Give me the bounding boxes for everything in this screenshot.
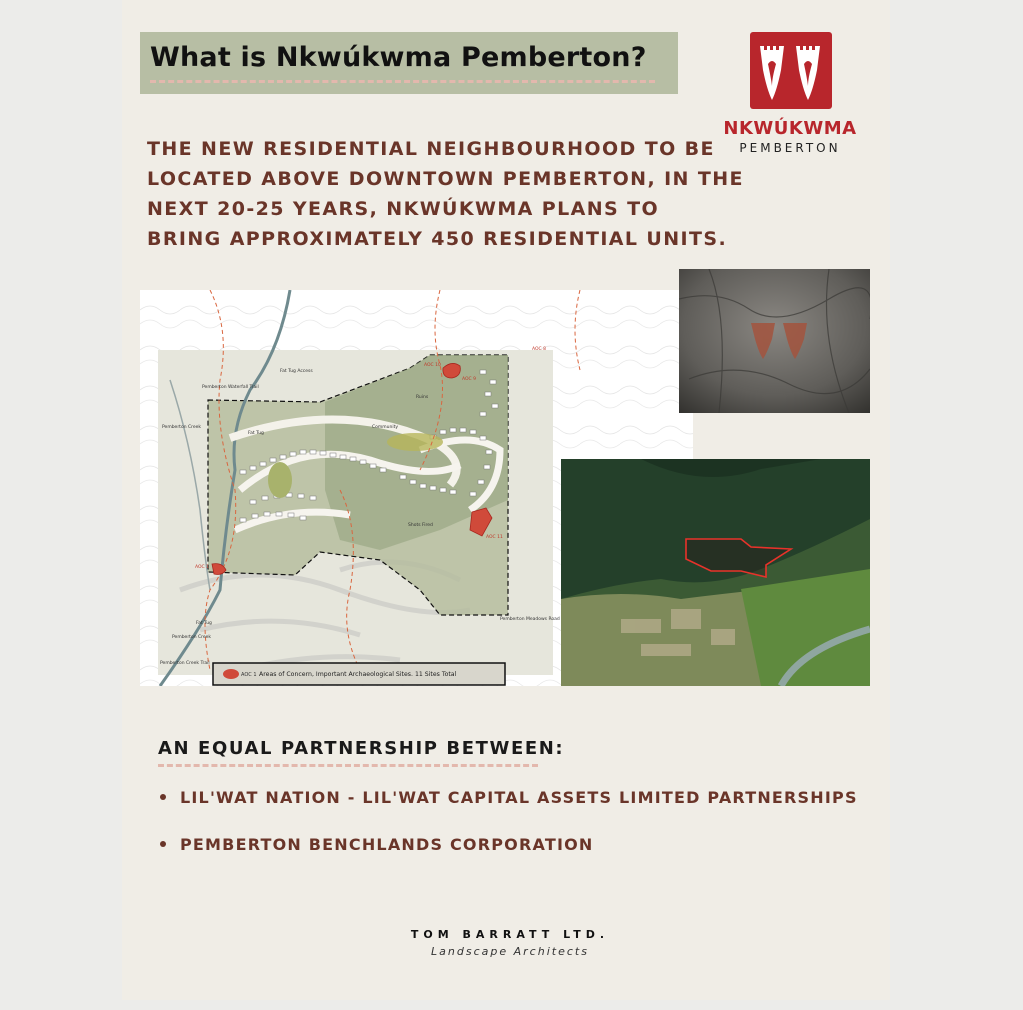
label-ruins: Ruins [416, 395, 429, 400]
logo-footprints-icon [750, 32, 832, 109]
title-banner [140, 32, 678, 94]
label-aoc-8: AOC 8 [532, 347, 546, 352]
firm-name: TOM BARRATT LTD. [410, 928, 610, 941]
label-aoc-11: AOC 11 [486, 535, 503, 540]
label-fat-tug-access: Fat Tug Access [280, 369, 313, 374]
intro-line: LOCATED ABOVE DOWNTOWN PEMBERTON, IN THE [147, 168, 744, 190]
bullet-icon [160, 841, 166, 847]
label-waterfall-trail: Pemberton Waterfall Trail [202, 385, 259, 390]
label-aoc-9: AOC 9 [462, 377, 476, 382]
label-fat-tug: Fat Tug [248, 431, 264, 436]
partnership-heading: AN EQUAL PARTNERSHIP BETWEEN: [158, 738, 565, 759]
logo-subtitle: PEMBERTON [739, 141, 841, 155]
label-community: Community [372, 425, 399, 430]
aerial-photo [561, 459, 870, 686]
label-aoc-1: AOC 1 [195, 565, 209, 570]
partner-name: LIL'WAT NATION - LIL'WAT CAPITAL ASSETS LIMITED PARTNERSHIPS [180, 788, 858, 807]
intro-text [147, 134, 744, 254]
intro-line: NEXT 20-25 YEARS, NKWÚKWMA PLANS TO [147, 198, 660, 220]
intro-line: BRING APPROXIMATELY 450 RESIDENTIAL UNITS. [147, 228, 728, 250]
legend-marker: AOC 1 [241, 672, 257, 678]
legend-text: Areas of Concern, Important Archaeological Sites. 11 Sites Total [259, 671, 457, 678]
label-road: Pemberton Meadows Road [500, 617, 560, 622]
firm-tagline: Landscape Architects [431, 945, 589, 958]
page-title: What is Nkwúkwma Pemberton? [150, 42, 647, 73]
label-creek-trail: Pemberton Creek Trail [160, 661, 210, 666]
list-item [160, 786, 858, 833]
partnership-list [160, 786, 858, 880]
label-pemberton-creek: Pemberton Creek [172, 635, 212, 640]
intro-line: THE NEW RESIDENTIAL NEIGHBOURHOOD TO BE [147, 138, 715, 160]
list-item [160, 833, 858, 880]
label-aoc-10: AOC 10 [424, 363, 441, 368]
partnership-underline [158, 764, 538, 767]
bullet-icon [160, 794, 166, 800]
label-shots-fired: Shots Fired [408, 523, 433, 528]
footprints-icon [750, 32, 832, 109]
title-underline [150, 80, 655, 83]
pictograph-photo [679, 269, 870, 413]
logo-wordmark: NKWÚKWMA [723, 118, 857, 139]
label-pemberton-creek: Pemberton Creek [162, 425, 202, 430]
partner-name: PEMBERTON BENCHLANDS CORPORATION [180, 835, 594, 854]
label-fat-tug: Fat Tug [196, 621, 212, 626]
